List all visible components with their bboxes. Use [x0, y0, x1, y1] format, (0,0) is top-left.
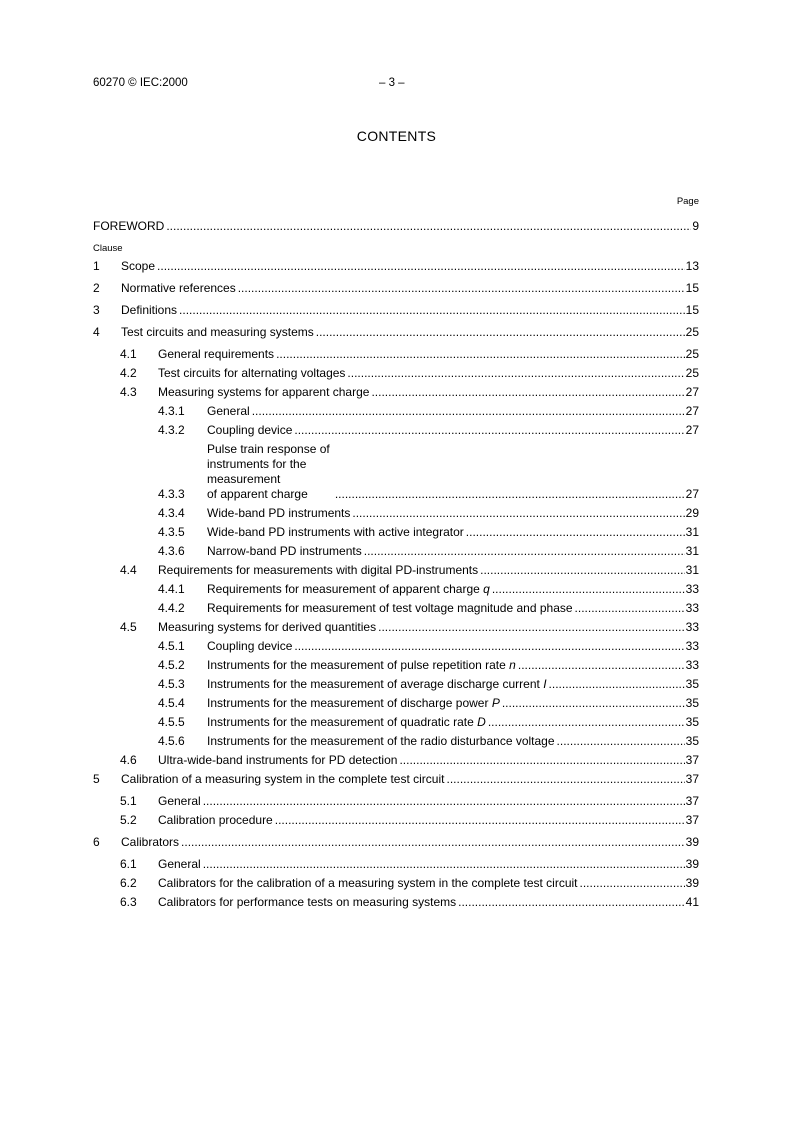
toc-entry-number: 4.5 — [120, 620, 137, 634]
toc-entry-number: 5.2 — [120, 813, 137, 827]
toc-entry-text — [207, 677, 548, 692]
dot-leader — [166, 219, 691, 234]
toc-entry-text — [207, 442, 334, 502]
dot-leader — [488, 715, 685, 730]
dot-leader — [502, 696, 685, 711]
toc-entry-page: 35 — [685, 715, 699, 729]
toc-entry-label: Test circuits for alternating voltages — [158, 366, 346, 380]
toc-entry-number: 4.3.1 — [158, 404, 185, 418]
toc-entry-number: 6.2 — [120, 876, 137, 890]
dot-leader — [238, 281, 685, 296]
toc-entry-text-line: of apparent charge — [207, 487, 308, 501]
dot-leader — [480, 563, 685, 578]
toc-entry-label: General — [158, 794, 201, 808]
dot-leader — [557, 734, 685, 749]
toc-entry-page: 31 — [685, 563, 699, 577]
dot-leader — [399, 753, 684, 768]
toc-entry-label: Measuring systems for derived quantities — [158, 620, 377, 634]
toc-entry-number: 6.1 — [120, 857, 137, 871]
toc-entry-label: Calibrators for performance tests on measuring systems — [158, 895, 457, 909]
toc-entry-text — [158, 620, 377, 635]
document-id: 60270 © IEC:2000 — [93, 77, 188, 89]
toc-entry-label: Narrow-band PD instruments — [207, 544, 362, 558]
toc-entry-number: 4.4.1 — [158, 582, 185, 596]
toc-entry-number: 1 — [93, 259, 100, 273]
toc-entry-label: Test circuits and measuring systems — [121, 325, 314, 339]
dot-leader — [275, 813, 685, 828]
toc-entry-variable: q — [483, 582, 490, 596]
toc-entry-number: 5.1 — [120, 794, 137, 808]
toc-entry-text — [121, 772, 445, 787]
toc-entry-text — [121, 259, 156, 274]
toc-entry-page: 13 — [685, 259, 699, 273]
toc-entry-label: Calibration of a measuring system in the complete test circuit — [121, 772, 445, 786]
toc-entry[interactable] — [93, 281, 699, 296]
toc-entry[interactable] — [93, 753, 699, 768]
toc-entry[interactable] — [93, 895, 699, 910]
toc-entry-page: 31 — [685, 544, 699, 558]
toc-entry-label: Coupling device — [207, 423, 293, 437]
toc-entry-text — [207, 423, 293, 438]
toc-entry[interactable] — [93, 794, 699, 809]
toc-entry-page: 35 — [685, 734, 699, 748]
dot-leader — [549, 677, 685, 692]
toc-entry-label: Definitions — [121, 303, 178, 317]
toc-entry-page: 37 — [685, 813, 699, 827]
toc-entry-page: 25 — [685, 366, 699, 380]
toc-entry[interactable] — [93, 506, 699, 521]
toc-entry[interactable] — [93, 366, 699, 381]
toc-entry-number: 4.6 — [120, 753, 137, 767]
toc-entry-label: Instruments for the measurement of average discharge current — [207, 677, 540, 691]
toc-entry-text — [121, 835, 180, 850]
toc-entry-number: 6 — [93, 835, 100, 849]
toc-entry-number: 4.2 — [120, 366, 137, 380]
toc-entry-text — [121, 303, 178, 318]
toc-entry-number: 4.5.4 — [158, 696, 185, 710]
toc-entry-number: 4.5.3 — [158, 677, 185, 691]
toc-entry-number: 4.5.5 — [158, 715, 185, 729]
toc-entry-text — [207, 506, 351, 521]
toc-entry-number: 4.5.2 — [158, 658, 185, 672]
toc-entry-text — [158, 857, 202, 872]
toc-entry-page: 9 — [692, 219, 699, 233]
toc-entry-label: Calibrators for the calibration of a measuring system in the complete test circuit — [158, 876, 578, 890]
toc-entry-variable: I — [543, 677, 547, 691]
toc-entry[interactable] — [93, 734, 699, 749]
page-title: CONTENTS — [356, 128, 437, 144]
toc-entry-page: 37 — [685, 753, 699, 767]
toc-entry[interactable] — [93, 857, 699, 872]
toc-entry-page: 15 — [685, 303, 699, 317]
dot-leader — [364, 544, 685, 559]
toc-entry-number: 2 — [93, 281, 100, 295]
toc-entry-label: Ultra-wide-band instruments for PD detection — [158, 753, 398, 767]
toc-entry-number: 4.5.1 — [158, 639, 185, 653]
toc-entry-label: Scope — [121, 259, 156, 273]
dot-leader — [580, 876, 685, 891]
toc-entry[interactable] — [93, 347, 699, 362]
toc-entry-page: 39 — [685, 876, 699, 890]
toc-entry-page: 35 — [685, 677, 699, 691]
dot-leader — [276, 347, 685, 362]
page-column-label: Page — [676, 196, 699, 207]
toc-entry-label: General — [158, 857, 201, 871]
toc-entry-page: 15 — [685, 281, 699, 295]
toc-entry-number: 4.4 — [120, 563, 137, 577]
toc-entry-label: Wide-band PD instruments — [207, 506, 351, 520]
toc-entry-page: 33 — [685, 658, 699, 672]
toc-entry[interactable] — [93, 620, 699, 635]
toc-entry-number: 4 — [93, 325, 100, 339]
toc-entry-text — [121, 325, 315, 340]
toc-entry-label: Instruments for the measurement of discharge power — [207, 696, 489, 710]
toc-entry-number: 4.3.6 — [158, 544, 185, 558]
toc-entry-text — [158, 813, 274, 828]
toc-entry-page: 35 — [685, 696, 699, 710]
toc-entry-text — [158, 895, 457, 910]
toc-entry[interactable] — [93, 525, 699, 540]
toc-entry-page: 33 — [685, 639, 699, 653]
toc-entry-number: 4.3.3 — [158, 487, 185, 501]
toc-entry-label: Instruments for the measurement of the radio disturbance voltage — [207, 734, 555, 748]
toc-entry-label: General — [207, 404, 250, 418]
toc-entry-page: 27 — [685, 423, 699, 437]
table-of-contents — [93, 219, 699, 910]
toc-entry[interactable] — [93, 259, 699, 274]
toc-entry[interactable] — [93, 715, 699, 730]
dot-leader — [378, 620, 685, 635]
toc-entry-number: 4.3 — [120, 385, 137, 399]
toc-entry-foreword[interactable] — [93, 219, 699, 234]
dot-leader — [575, 601, 685, 616]
toc-entry[interactable] — [93, 582, 699, 597]
toc-entry-label: Wide-band PD instruments with active integrator — [207, 525, 464, 539]
toc-entry-label: Coupling device — [207, 639, 293, 653]
toc-entry-label: General requirements — [158, 347, 275, 361]
dot-leader — [446, 772, 684, 787]
dot-leader — [252, 404, 685, 419]
toc-entry[interactable] — [93, 325, 699, 340]
dot-leader — [203, 857, 685, 872]
toc-entry-page: 27 — [685, 404, 699, 418]
toc-entry-number: 4.1 — [120, 347, 137, 361]
toc-entry-text — [158, 876, 579, 891]
dot-leader — [294, 639, 684, 654]
toc-entry-text — [207, 696, 501, 711]
toc-entry-label: Requirements for measurement of apparent charge — [207, 582, 480, 596]
toc-entry-text — [158, 753, 398, 768]
toc-entry-page: 29 — [685, 506, 699, 520]
dot-leader — [458, 895, 685, 910]
toc-entry-text — [207, 404, 251, 419]
toc-entry-page: 41 — [685, 895, 699, 909]
toc-entries — [93, 259, 699, 910]
toc-entry[interactable] — [93, 303, 699, 318]
toc-entry-number: 5 — [93, 772, 100, 786]
dot-leader — [352, 506, 684, 521]
toc-entry-text — [158, 347, 275, 362]
dot-leader — [316, 325, 685, 340]
toc-entry-page: 27 — [685, 385, 699, 399]
toc-entry-text — [158, 794, 202, 809]
toc-entry-page: 39 — [685, 857, 699, 871]
toc-entry-label: Calibration procedure — [158, 813, 273, 827]
dot-leader — [371, 385, 684, 400]
toc-entry[interactable] — [93, 835, 699, 850]
toc-entry-label: Instruments for the measurement of quadratic rate — [207, 715, 474, 729]
toc-entry-number: 3 — [93, 303, 100, 317]
dot-leader — [492, 582, 685, 597]
toc-entry-text — [207, 582, 491, 597]
toc-entry-text-line: Pulse train response of instruments for the measurement — [207, 442, 330, 486]
toc-entry-number: 4.5.6 — [158, 734, 185, 748]
toc-entry-text — [207, 715, 487, 730]
toc-entry-text: FOREWORD — [93, 219, 165, 233]
toc-entry-text — [207, 658, 517, 673]
dot-leader — [203, 794, 685, 809]
toc-entry-page: 25 — [685, 325, 699, 339]
toc-entry[interactable] — [93, 772, 699, 787]
toc-entry-text — [207, 525, 465, 540]
toc-entry[interactable] — [93, 385, 699, 400]
toc-entry[interactable] — [93, 876, 699, 891]
toc-entry-variable: n — [509, 658, 516, 672]
toc-entry-number: 4.4.2 — [158, 601, 185, 615]
toc-entry-label: Measuring systems for apparent charge — [158, 385, 370, 399]
clause-label: Clause — [93, 243, 123, 254]
toc-entry-number: 4.3.5 — [158, 525, 185, 539]
dot-leader — [335, 487, 685, 502]
toc-entry-text — [207, 544, 363, 559]
toc-entry-text — [207, 734, 556, 749]
toc-entry-number: 6.3 — [120, 895, 137, 909]
toc-entry-number: 4.3.4 — [158, 506, 185, 520]
toc-entry-page: 39 — [685, 835, 699, 849]
toc-entry[interactable] — [93, 404, 699, 419]
toc-entry[interactable] — [93, 442, 699, 502]
toc-entry-page: 25 — [685, 347, 699, 361]
toc-entry-page: 33 — [685, 582, 699, 596]
toc-entry-page: 31 — [685, 525, 699, 539]
toc-entry-label: Calibrators — [121, 835, 180, 849]
toc-entry-page: 33 — [685, 620, 699, 634]
toc-entry-label: Normative references — [121, 281, 236, 295]
dot-leader — [466, 525, 685, 540]
toc-entry[interactable] — [93, 813, 699, 828]
page-number: – 3 – — [379, 77, 405, 89]
toc-entry[interactable] — [93, 423, 699, 438]
toc-entry-variable: D — [477, 715, 486, 729]
toc-entry[interactable] — [93, 639, 699, 654]
dot-leader — [347, 366, 684, 381]
toc-entry-variable: P — [491, 696, 500, 710]
toc-entry-text — [207, 601, 574, 616]
toc-entry[interactable] — [93, 601, 699, 616]
toc-entry-page: 33 — [685, 601, 699, 615]
toc-entry-page: 37 — [685, 794, 699, 808]
toc-entry-text — [207, 639, 293, 654]
toc-entry[interactable] — [93, 696, 699, 711]
toc-entry-page: 27 — [685, 487, 699, 501]
toc-entry-label: Instruments for the measurement of pulse repetition rate — [207, 658, 506, 672]
toc-entry[interactable] — [93, 544, 699, 559]
toc-entry-text — [158, 385, 370, 400]
toc-entry-text — [158, 563, 479, 578]
dot-leader — [181, 835, 685, 850]
toc-entry-label: Requirements for measurements with digital PD-instruments — [158, 563, 479, 577]
page-header — [93, 77, 699, 93]
toc-entry-label: Requirements for measurement of test voltage magnitude and phase — [207, 601, 573, 615]
dot-leader — [518, 658, 685, 673]
toc-entry[interactable] — [93, 563, 699, 578]
toc-entry-text — [121, 281, 237, 296]
dot-leader — [157, 259, 685, 274]
dot-leader — [179, 303, 685, 318]
toc-entry-number: 4.3.2 — [158, 423, 185, 437]
toc-entry[interactable] — [93, 658, 699, 673]
dot-leader — [294, 423, 684, 438]
toc-entry-page: 37 — [685, 772, 699, 786]
toc-entry-text — [158, 366, 346, 381]
toc-entry[interactable] — [93, 677, 699, 692]
